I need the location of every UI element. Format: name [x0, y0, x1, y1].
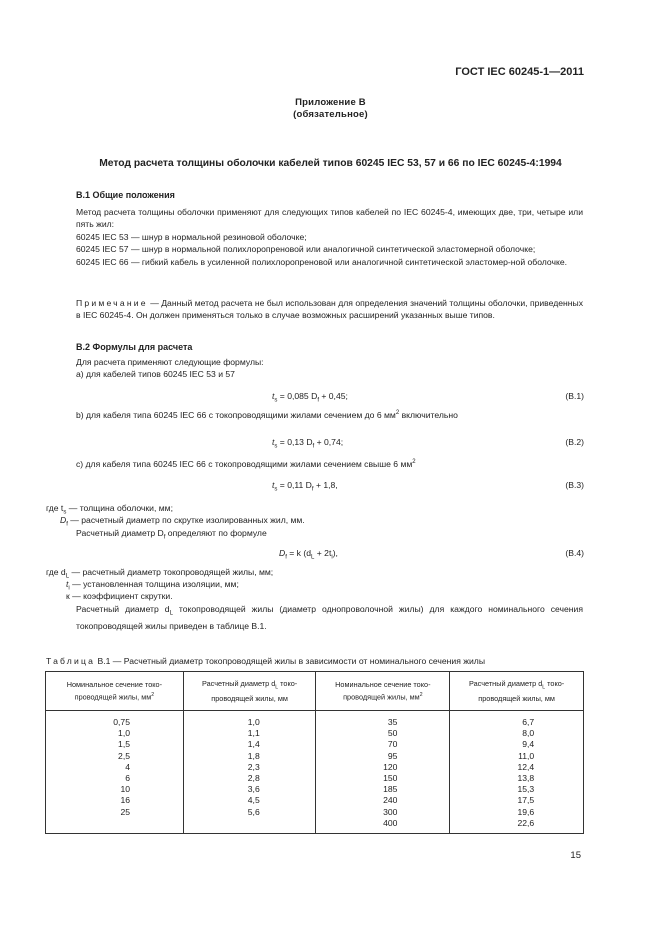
- table-cell: 150: [383, 773, 398, 784]
- table-cell: 185: [383, 784, 398, 795]
- table-cell: 300: [383, 806, 398, 817]
- table-cell: 50: [387, 728, 398, 739]
- formula-b4: $D_f = k$ $(d_L + 2t_i)$,: [279, 548, 338, 561]
- section-heading-b2: В.2 Формулы для расчета: [76, 342, 193, 352]
- table-column-4: [450, 711, 584, 834]
- formula-number: (В.1): [565, 391, 584, 401]
- case-c-label: c) для кабеля типа 60245 IEC 66 с токопроводящими жилами сечением свыше 6 $мм^2$: [76, 459, 416, 469]
- table-cell: 9,4: [522, 739, 535, 750]
- formula-number: (В.2): [565, 437, 584, 447]
- page-number: 15: [570, 850, 581, 861]
- paragraph-intro: Метод расчета толщины оболочки применяют для следующих типов кабелей по IEC 60245-4, имеющих две, три, четыре или пять жил:: [76, 207, 583, 230]
- table-cell: 2,3: [247, 761, 260, 772]
- table-caption-text: В.1 — Расчетный диаметр токопроводящей жилы в зависимости от номинального сечения жилы: [97, 656, 485, 666]
- diameter-table: [45, 671, 584, 834]
- table-cell: 3,6: [247, 784, 260, 795]
- table-header: Расчетный диаметр $d_L$ токо-проводящей жилы, мм: [183, 672, 316, 711]
- table-cell: 0,75: [113, 717, 130, 727]
- case-a-label: а) для кабелей типов 60245 IEC 53 и 57: [76, 369, 235, 379]
- list-item: 60245 IEC 57 — шнур в нормальной полихлоропреновой или аналогичной синтетической эластомерной оболочке;: [76, 244, 536, 255]
- formulas-intro: Для расчета применяют следующие формулы:: [76, 357, 264, 367]
- note-text: — Данный метод расчета не был использован для определения значений толщины оболочки, приведенных в IEC 60245-4. Он должен применяться только в случае возможных расширений указанных выше типов.: [76, 298, 583, 321]
- table-cell: 10: [120, 784, 130, 795]
- table-cell: 12,4: [517, 761, 535, 772]
- table-cell: 17,5: [517, 795, 535, 806]
- table-cell: 6,7: [522, 717, 535, 727]
- table-cell: 70: [387, 739, 398, 750]
- table-cell: 1,0: [247, 717, 260, 727]
- table-cell: 95: [387, 750, 398, 761]
- list-item: 60245 IEC 66 — гибкий кабель в усиленной полихлоропреновой или аналогичной синтетической эластомер-ной оболочке.: [76, 256, 567, 267]
- where-k: к — коэффициент скрутки.: [66, 591, 173, 601]
- list-item: 60245 IEC 53 — шнур в нормальной резиновой оболочке;: [76, 231, 307, 242]
- table-cell: 2,5: [118, 750, 130, 761]
- table-cell: 19,6: [517, 806, 535, 817]
- table-cell: 25: [120, 806, 130, 817]
- table-caption: [46, 656, 485, 666]
- table-header: Номинальное сечение токо-проводящей жилы, $мм^2$: [46, 672, 184, 711]
- table-cell: 120: [383, 761, 398, 772]
- table-cell: 35: [387, 717, 398, 727]
- formula-b2: $t_s = 0,13$ $D_f + 0,74$;: [272, 437, 344, 450]
- table-cell: 16: [120, 795, 130, 806]
- table-header: Расчетный диаметр $d_L$ токо-проводящей жилы, мм: [450, 672, 584, 711]
- table-column-1: [46, 711, 184, 834]
- table-cell: 5,6: [247, 806, 260, 817]
- table-cell: 13,8: [517, 773, 535, 784]
- table-cell: 15,3: [517, 784, 535, 795]
- table-cell: 2,8: [247, 773, 260, 784]
- standard-number: ГОСТ IEC 60245-1—2011: [455, 66, 584, 78]
- table-column-2: [183, 711, 316, 834]
- table-cell: 6: [125, 773, 130, 784]
- table-cell: 4: [125, 761, 130, 772]
- table-cell: 11,0: [518, 750, 535, 761]
- table-column-3: [316, 711, 450, 834]
- where-df: $D_f$ — расчетный диаметр по скрутке изолированных жил, мм.: [60, 515, 305, 528]
- table-cell: 1,0: [118, 728, 130, 739]
- formula-b1: $t_s = 0,085$ $D_f + 0,45$;: [272, 391, 348, 404]
- formula-b3: $t_s = 0,11$ $D_f + 1,8$,: [272, 480, 338, 493]
- table-cell: 8,0: [522, 728, 535, 739]
- formula-number: (В.3): [565, 480, 584, 490]
- table-cell: 400: [383, 817, 398, 828]
- where-ts: где $t_s$ — толщина оболочки, мм;: [46, 503, 173, 516]
- table-cell: 240: [383, 795, 398, 806]
- table-cell: 1,5: [118, 739, 130, 750]
- note-label: Примечание: [76, 298, 148, 308]
- table-header: Номинальное сечение токо-проводящей жилы, $мм^2$: [316, 672, 450, 711]
- df-intro: Расчетный диаметр $D_f$ определяют по формуле: [76, 528, 267, 541]
- table-cell: 1,1: [247, 728, 260, 739]
- section-b1-body: [62, 206, 583, 268]
- table-cell: 1,8: [247, 750, 260, 761]
- dl-paragraph: Расчетный диаметр $d_L$ токопроводящей жилы (диаметр однопроволочной жилы) для каждого номинального сечения токопроводящей жилы приведен в таблице В.1.: [76, 604, 583, 632]
- appendix-name: Приложение В: [295, 97, 366, 108]
- page-title: Метод расчета толщины оболочки кабелей типов 60245 IEC 53, 57 и 66 по IEC 60245-4:1994: [99, 158, 562, 169]
- table-caption-label: Таблица: [46, 656, 96, 666]
- section-heading-b1: В.1 Общие положения: [76, 190, 175, 200]
- note-block: [62, 297, 583, 322]
- table-cell: 22,6: [517, 817, 535, 828]
- where-ti: $t_i$ — установленная толщина изоляции, мм;: [66, 579, 239, 592]
- where-dl: где $d_L$ — расчетный диаметр токопроводящей жилы, мм;: [46, 567, 274, 580]
- table-cell: 1,4: [247, 739, 260, 750]
- formula-number: (В.4): [565, 548, 584, 558]
- table-cell: 4,5: [247, 795, 260, 806]
- case-b-label: b) для кабеля типа 60245 IEC 66 с токопроводящими жилами сечением до 6 $мм^2$ включительно: [76, 410, 458, 420]
- appendix-status: (обязательное): [293, 109, 368, 120]
